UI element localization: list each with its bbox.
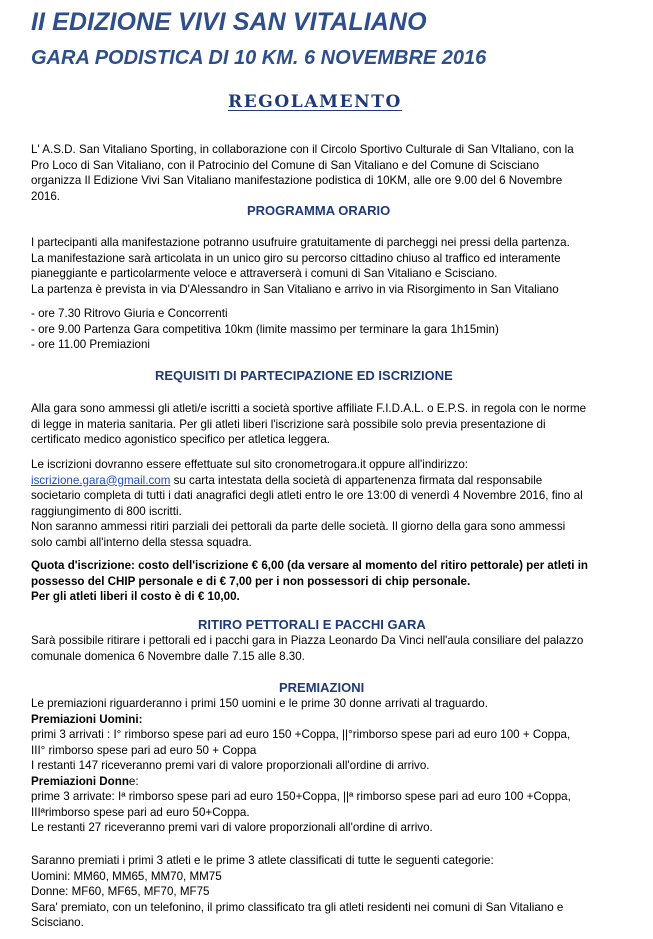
categorie-line: Sara' premiato, con un telefonino, il primo classificato tra gli atleti residenti nei comuni di San Vitaliano e [31, 900, 564, 914]
intro-line: organizza Il Edizione Vivi San Vitaliano manifestazione podistica di 10KM, alle ore 9.00 del 6 Novembre [31, 174, 563, 187]
ritiro-heading: RITIRO PETTORALI E PACCHI GARA [198, 617, 426, 632]
premiazioni-donne-label-line [31, 774, 571, 790]
iscrizioni-line: solo cambi all'interno della stessa squadra. [31, 535, 252, 549]
intro-line: L' A.S.D. San Vitaliano Sporting, in collaborazione con il Circolo Sportivo Culturale di San VItaliano, con la [31, 143, 574, 156]
ritiro-paragraph [31, 633, 583, 664]
requisiti-heading: REQUISITI DI PARTECIPAZIONE ED ISCRIZIONE [155, 368, 453, 383]
iscrizioni-line: raggiungimento di 800 iscritti. [31, 504, 182, 518]
page-title: II EDIZIONE VIVI SAN VITALIANO [31, 8, 427, 36]
programma-heading: PROGRAMMA ORARIO [247, 203, 391, 218]
premiazioni-uomini-label: Premiazioni Uomini: [31, 712, 143, 726]
premiazioni-donne-label: Premiazioni Donn [31, 774, 129, 788]
categorie-line: Scisciano. [31, 916, 84, 929]
programma-paragraph [31, 235, 570, 297]
intro-paragraph [31, 142, 574, 204]
iscrizioni-email-tail: su carta intestata della società di appartenenza firmata dal responsabile [170, 473, 543, 487]
programma-line: La partenza è prevista in via D'Alessandro in San Vitaliano e arrivo in via Risorgimento in San Vitaliano [31, 282, 559, 296]
requisiti-line: certificato medico agonistico specifico per atletica leggera. [31, 433, 331, 446]
requisiti-line: di legge in materia sanitaria. Per gli atleti liberi l'iscrizione sarà possibile solo previa presentazione di [31, 417, 546, 431]
iscrizioni-line: Non saranno ammessi ritiri parziali dei pettorali da parte delle società. Il giorno della gara sono ammessi [31, 520, 566, 533]
premiazioni-heading: PREMIAZIONI [279, 680, 365, 695]
quota-line: Quota d'iscrizione: costo dell'iscrizione € 6,00 (da versare al momento del ritiro pettorale) per atleti in [31, 559, 589, 572]
iscrizioni-email-line [31, 473, 583, 489]
iscrizioni-paragraph [31, 457, 583, 550]
premiazioni-donne-line: IIIªrimborso spese pari ad euro 50+Coppa. [31, 805, 250, 819]
iscrizioni-line: societario completa di tutti i dati anagrafici degli atleti entro le ore 13:00 di venerdì 4 Novembre 2016, fino al [31, 489, 583, 502]
schedule-item: - ore 7.30 Ritrovo Giuria e Concorrenti [31, 307, 228, 320]
intro-line: Pro Loco di San Vitaliano, con il Patrocinio del Comune di San Vitaliano e del Comune di Scisciano [31, 158, 540, 172]
quota-line: Per gli atleti liberi il costo è di € 10,00. [31, 590, 240, 603]
premiazioni-uomini-line: I restanti 147 riceveranno premi vari di valore proporzionali all'ordine di arrivo. [31, 759, 430, 772]
intro-line: 2016. [31, 189, 61, 203]
categorie-line: Donne: MF60, MF65, MF70, MF75 [31, 885, 210, 898]
programma-line: La manifestazione sarà articolata in un unico giro su percorso cittadino chiuso al traffico ed interamente [31, 251, 561, 265]
requisiti-paragraph [31, 401, 586, 448]
iscrizioni-line: Le iscrizioni dovranno essere effettuate sul sito cronometrogara.it oppure all'indirizzo: [31, 458, 468, 471]
email-link[interactable]: iscrizione.gara@gmail.com [31, 473, 171, 487]
ritiro-line: comunale domenica 6 Novembre dalle 7.15 alle 8.30. [31, 649, 305, 663]
categorie-line: Uomini: MM60, MM65, MM70, MM75 [31, 869, 222, 883]
categorie-paragraph [31, 853, 563, 931]
page-subtitle: GARA PODISTICA DI 10 KM. 6 NOVEMBRE 2016 [31, 47, 487, 69]
premiazioni-donne-line: prime 3 arrivate: Iª rimborso spese pari ad euro 150+Coppa, ||ª rimborso spese pari ad euro 100 +Coppa, [31, 790, 571, 803]
schedule-list [31, 306, 499, 353]
categorie-line: Saranno premiati i primi 3 atleti e le prime 3 atlete classificati di tutte le seguenti categorie: [31, 854, 494, 867]
regolamento-heading: REGOLAMENTO [228, 92, 402, 112]
requisiti-line: Alla gara sono ammessi gli atleti/e iscritti a società sportive affiliate F.I.D.A.L. o E.P.S. in regola con le norme [31, 402, 587, 415]
programma-line: I partecipanti alla manifestazione potranno usufruire gratuitamente di parcheggi nei pressi della partenza. [31, 236, 570, 249]
premiazioni-uomini-line: III° rimborso spese pari ad euro 50 + Coppa [31, 743, 257, 757]
premiazioni-donne-label-tail: e: [128, 774, 139, 788]
schedule-item: - ore 11.00 Premiazioni [31, 338, 150, 351]
schedule-item: - ore 9.00 Partenza Gara competitiva 10km (limite massimo per terminare la gara 1h15min) [31, 322, 499, 336]
ritiro-line: Sarà possibile ritirare i pettorali ed i pacchi gara in Piazza Leonardo Da Vinci nell'aula consiliare del palazzo [31, 634, 584, 647]
premiazioni-donne-line: Le restanti 27 riceveranno premi vari di valore proporzionali all'ordine di arrivo. [31, 821, 433, 834]
quota-paragraph [31, 558, 588, 605]
quota-line: possesso del CHIP personale e di € 7,00 per i non possessori di chip personale. [31, 574, 471, 588]
premiazioni-paragraph [31, 696, 571, 836]
premiazioni-uomini-line: primi 3 arrivati : I° rimborso spese pari ad euro 150 +Coppa, ||°rimborso spese pari ad euro 100 + Coppa, [31, 728, 571, 741]
premiazioni-intro: Le premiazioni riguarderanno i primi 150 uomini e le prime 30 donne arrivati al traguardo. [31, 697, 488, 710]
programma-line: pianeggiante e particolarmente veloce e attraverserà i comuni di San Vitaliano e Scisciano. [31, 267, 498, 280]
